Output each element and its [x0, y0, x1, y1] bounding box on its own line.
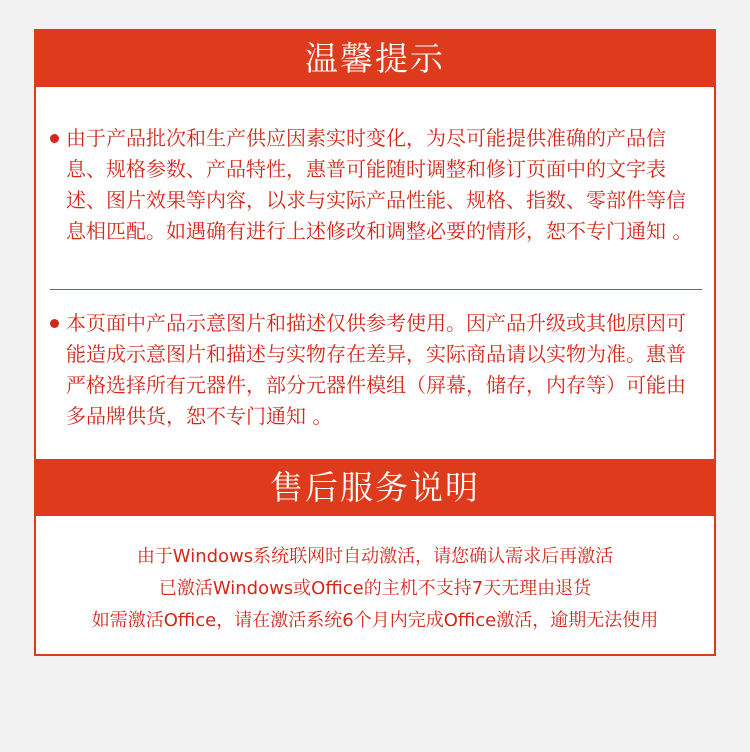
notice-text: 本页面中产品示意图片和描述仅供参考使用。因产品升级或其他原因可能造成示意图片和描述与实物存在差异，实际商品请以实物为准。惠普严格选择所有元器件，部分元器件模组（屏幕，储存，内存等）可能由多品牌供货，恕不专门通知 。 — [66, 311, 686, 428]
notice-item — [50, 308, 702, 432]
after-sales-line: 已激活Windows或Office的主机不支持7天无理由退货 — [158, 578, 592, 599]
after-sales-line: 由于Windows系统联网时自动激活，请您确认需求后再激活 — [136, 546, 614, 567]
divider — [50, 289, 702, 290]
notice-text: 由于产品批次和生产供应因素实时变化，为尽可能提供准确的产品信息、规格参数、产品特性，惠普可能随时调整和修订页面中的文字表述、图片效果等内容，以求与实际产品性能、规格、指数、零部件等信息相匹配。如遇确有进行上述修改和调整必要的情形，恕不专门通知 。 — [66, 126, 693, 243]
notice-item — [50, 123, 702, 247]
bullet-icon — [50, 134, 59, 143]
after-sales-line: 如需激活Office，请在激活系统6个月内完成Office激活，逾期无法使用 — [91, 610, 659, 631]
after-sales-title: 售后服务说明 — [270, 468, 480, 507]
warm-tips-header — [36, 31, 714, 87]
after-sales-lines — [36, 541, 714, 637]
bullet-icon — [50, 319, 59, 328]
warm-tips-title: 温馨提示 — [305, 39, 445, 78]
after-sales-header — [36, 459, 714, 516]
info-panel — [34, 29, 716, 656]
